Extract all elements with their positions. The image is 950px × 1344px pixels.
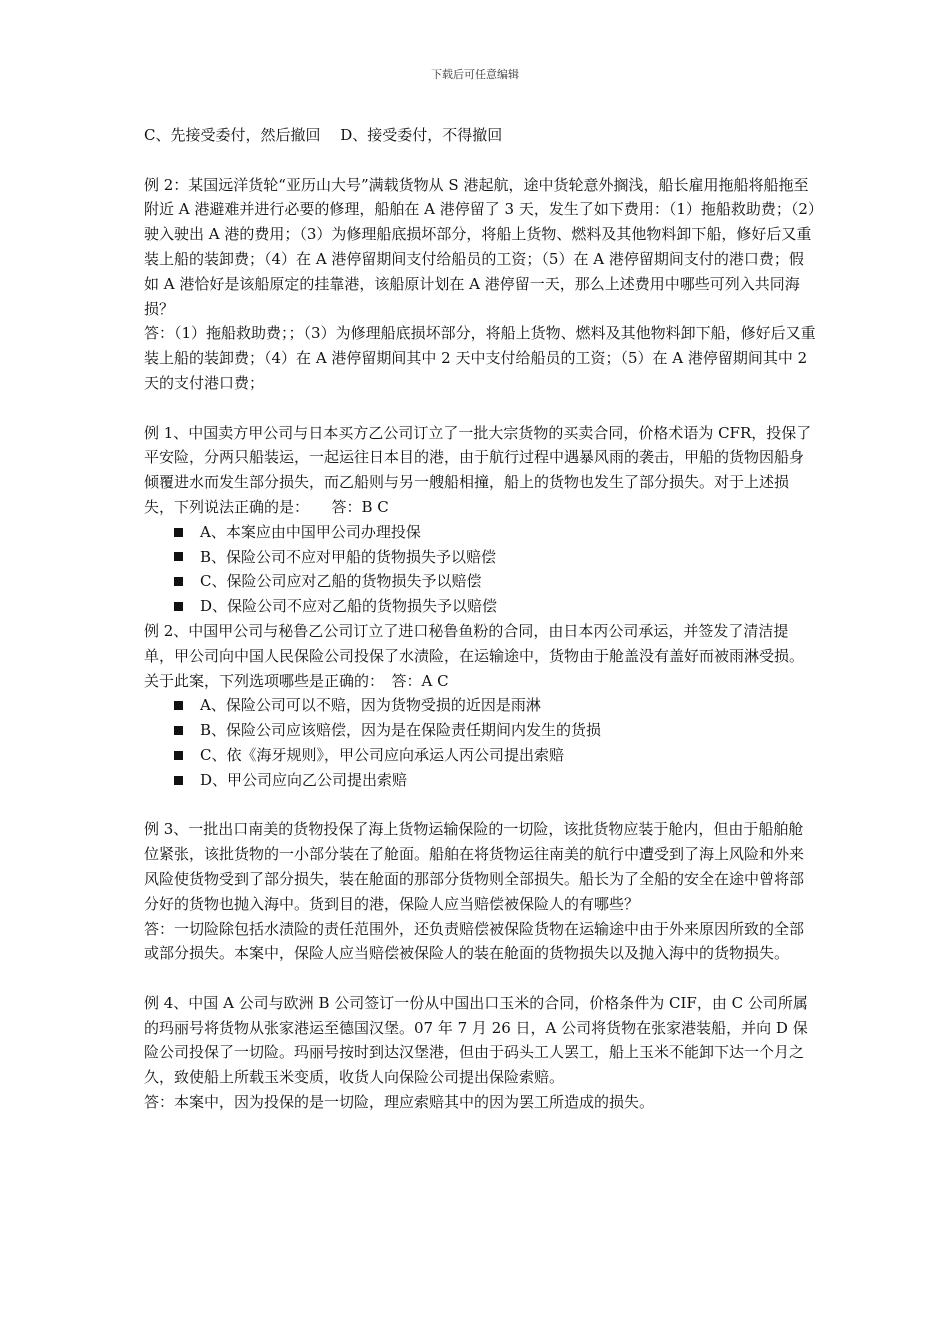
- list-item: [144, 743, 816, 768]
- option-text: D、保险公司不应对乙船的货物损失予以赔偿: [200, 597, 498, 616]
- option-text: B、保险公司应该赔偿，因为是在保险责任期间内发生的货损: [200, 721, 602, 740]
- example1-question: 例 1、中国卖方甲公司与日本买方乙公司订立了一批大宗货物的买卖合同，价格术语为 CFR，投保了平安险，分两只船装运，一起运往日本目的港，由于航行过程中遇暴风雨的袭击，甲船的货物因船身倾覆进水而发生部分损失，而乙船则与另一艘船相撞，船上的货物也发生了部分损失。对于上述损失，下列说法正确的是： 答：B C: [144, 423, 812, 516]
- square-bullet-icon: [174, 726, 183, 735]
- example2-general-average-question: 例 2：某国远洋货轮“亚历山大号”满载货物从 S 港起航，途中货轮意外搁浅，船长雇用拖船将船拖至附近 A 港避难并进行必要的修理，船舶在 A 港停留了 3 天，发生了如下费用：（1）拖船救助费；（2）驶入驶出 A 港的费用；（3）为修理船底损坏部分，将船上货物、燃料及其他物料卸下船，修好后又重装上船的装卸费；（4）在 A 港停留期间支付给船员的工资；（5）在 A 港停留期间支付的港口费；假如 A 港恰好是该船原定的挂靠港，该船原计划在 A 港停留一天，那么上述费用中哪些可列入共同海损？: [144, 175, 816, 318]
- document-body: [144, 123, 816, 1115]
- option-text: D、甲公司应向乙公司提出索赔: [200, 770, 408, 789]
- list-item: [144, 545, 816, 570]
- square-bullet-icon: [174, 751, 183, 760]
- list-item: [144, 768, 816, 793]
- square-bullet-icon: [174, 577, 183, 586]
- option-text: A、本案应由中国甲公司办理投保: [200, 522, 421, 541]
- square-bullet-icon: [174, 552, 183, 561]
- example1-options: [144, 520, 816, 619]
- list-item: [144, 569, 816, 594]
- paragraph-gap: [144, 148, 816, 173]
- list-item: [144, 520, 816, 545]
- square-bullet-icon: [174, 602, 183, 611]
- example2-options: [144, 693, 816, 792]
- paragraph-gap: [144, 966, 816, 991]
- option-text: B、保险公司不应对甲船的货物损失予以赔偿: [200, 547, 497, 566]
- square-bullet-icon: [174, 528, 183, 537]
- list-item: [144, 693, 816, 718]
- option-text: C、依《海牙规则》，甲公司应向承运人丙公司提出索赔: [200, 745, 564, 764]
- example4-answer: 答：本案中，因为投保的是一切险，理应索赔其中的因为罢工所造成的损失。: [144, 1093, 655, 1112]
- square-bullet-icon: [174, 776, 183, 785]
- example2-general-average-answer: 答：（1）拖船救助费；；（3）为修理船底损坏部分，将船上货物、燃料及其他物料卸下船，修好后又重装上船的装卸费；（4）在 A 港停留期间其中 2 天中支付给船员的工资；（5）在 A 港停留期间其中 2 天的支付港口费；: [144, 324, 816, 392]
- square-bullet-icon: [174, 701, 183, 710]
- intro-options-line: C、先接受委付，然后撤回 D、接受委付，不得撤回: [144, 126, 503, 144]
- example3-question: 例 3、一批出口南美的货物投保了海上货物运输保险的一切险，该批货物应装于舱内，但由于船舶舱位紧张，该批货物的一小部分装在了舱面。船舶在将货物运往南美的航行中遭受到了海上风险和外来风险使货物受到了部分损失，装在舱面的那部分货物则全部损失。船长为了全船的安全在途中曾将部分好的货物也抛入海中。货到目的港，保险人应当赔偿被保险人的有哪些？: [144, 820, 805, 913]
- example3-answer: 答：一切险除包括水渍险的责任范围外，还负责赔偿被保险货物在运输途中由于外来原因所致的全部或部分损失。本案中，保险人应当赔偿被保险人的装在舱面的货物损失以及抛入海中的货物损失。: [144, 919, 805, 963]
- list-item: [144, 718, 816, 743]
- paragraph-gap: [144, 793, 816, 818]
- example4-question: 例 4、中国 A 公司与欧洲 B 公司签订一份从中国出口玉米的合同，价格条件为 CIF，由 C 公司所属的玛丽号将货物从张家港运至德国汉堡。07 年 7 月 26 日，A 公司将货物在张家港装船，并向 D 保险公司投保了一切险。玛丽号按时到达汉堡港，但由于码头工人罢工，船上玉米不能卸下达一个月之久，致使船上所载玉米变质，收货人向保险公司提出保险索赔。: [144, 993, 808, 1087]
- example2-question: 例 2、中国甲公司与秘鲁乙公司订立了进口秘鲁鱼粉的合同，由日本丙公司承运，并签发了清洁提单，甲公司向中国人民保险公司投保了水渍险，在运输途中，货物由于舱盖没有盖好而被雨淋受损。关于此案，下列选项哪些是正确的： 答：A C: [144, 621, 805, 690]
- list-item: [144, 594, 816, 619]
- option-text: C、保险公司应对乙船的货物损失予以赔偿: [200, 572, 482, 591]
- option-text: A、保险公司可以不赔，因为货物受损的近因是雨淋: [200, 696, 541, 715]
- paragraph-gap: [144, 396, 816, 421]
- page-header: 下载后可任意编辑: [431, 68, 519, 81]
